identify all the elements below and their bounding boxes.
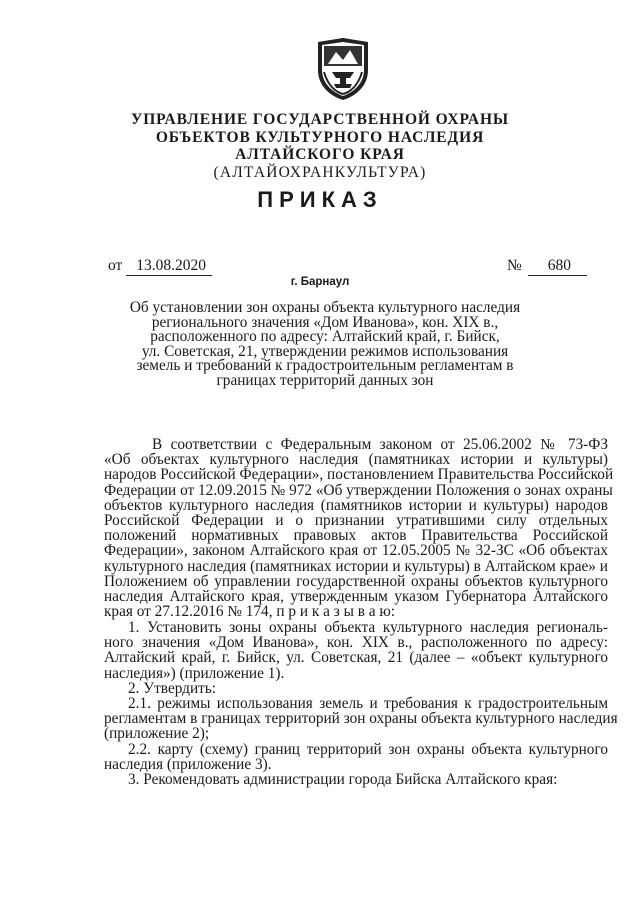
order-number-field <box>507 257 587 276</box>
body-line: наследия (приложение 3). <box>104 755 272 773</box>
body-items <box>104 619 618 788</box>
body-line: ного значения «Дом Иванова», кон. XIX в., расположенного по адресу: <box>104 634 608 652</box>
body-line: Положением об управлении государственной охраны объектов культурного <box>104 572 608 590</box>
subject-line: регионального значения «Дом Иванова», кон. XIX в., <box>151 313 499 331</box>
subject-line: Об установлении зон охраны объекта культурного наследия <box>129 299 521 316</box>
body-line: 3. Рекомендовать администрации города Бийска Алтайского края: <box>128 770 558 788</box>
body-line: 1. Установить зоны охраны объекта культурного наследия региональ- <box>128 619 608 636</box>
number-prefix: № <box>507 257 522 274</box>
body-line: культурного наследия (памятниках истории и культуры) в Алтайском крае» и <box>104 557 608 575</box>
body-line: (приложение 2); <box>104 725 210 743</box>
body-line: 2.2. карту (схему) границ территорий зон охраны объекта культурного <box>128 740 608 758</box>
order-date-field <box>108 257 212 276</box>
date-prefix: от <box>108 257 123 274</box>
body-line: 2.1. режимы использования земель и требования к градостроительным <box>128 694 608 712</box>
body-line: объектов культурного наследия (памятников истории и культуры) народов <box>104 496 608 514</box>
body-line: Российской Федерации и о признании утратившими силу отдельных <box>104 511 608 529</box>
org-name-line-2: ОБЪЕКТОВ КУЛЬТУРНОГО НАСЛЕДИЯ <box>155 128 485 146</box>
org-name-line-1: УПРАВЛЕНИЕ ГОСУДАРСТВЕННОЙ ОХРАНЫ <box>130 111 510 128</box>
subject-line: границах территорий данных зон <box>216 371 434 389</box>
subject-line: расположенного по адресу: Алтайский край, г. Бийск, <box>150 328 500 345</box>
body-line: Алтайский край, г. Бийск, ул. Советская, 21 (далее – «объект культурного <box>104 649 608 667</box>
body-line: наследия Алтайского края, утвержденным указом Губернатора Алтайского <box>104 587 608 605</box>
body-line: положений нормативных правовых актов Правительства Российской <box>104 527 608 545</box>
order-date: 13.08.2020 <box>126 257 212 276</box>
altai-krai-coat-of-arms-icon <box>314 36 372 102</box>
body-line: 2. Утвердить: <box>128 679 217 697</box>
body-line: регламентам в границах территорий зон охраны объекта культурного наследия <box>104 710 618 728</box>
order-subject <box>100 301 550 388</box>
city-label: г. Барнаул <box>290 276 350 288</box>
organization-header <box>0 111 640 181</box>
order-number: 680 <box>528 257 587 276</box>
body-preamble <box>104 436 614 621</box>
org-abbreviation: (АЛТАЙОХРАНКУЛЬТУРА) <box>213 163 427 181</box>
subject-line: ул. Советская, 21, утверждении режимов использования <box>141 342 509 360</box>
body-line: края от 27.12.2016 № 174, п р и к а з ы в а ю: <box>104 603 396 621</box>
subject-line: земель и требований к градостроительным регламентам в <box>136 357 514 374</box>
body-line: наследия») (приложение 1). <box>104 664 285 682</box>
org-name-line-3: АЛТАЙСКОГО КРАЯ <box>235 146 405 163</box>
body-line: народов Российской Федерации», постановлением Правительства Российской <box>104 466 614 484</box>
body-line: Федерации от 12.09.2015 № 972 «Об утверждении Положения о зонах охраны <box>104 481 613 499</box>
body-line: Федерации», законом Алтайского края от 12.05.2005 № 32-ЗС «Об объектах <box>104 542 608 560</box>
body-line: «Об объектах культурного наследия (памятниках истории и культуры) <box>104 451 608 469</box>
body-line: В соответствии с Федеральным законом от 25.06.2002 № 73-ФЗ <box>152 436 608 453</box>
document-type-title: ПРИКАЗ <box>257 187 383 212</box>
